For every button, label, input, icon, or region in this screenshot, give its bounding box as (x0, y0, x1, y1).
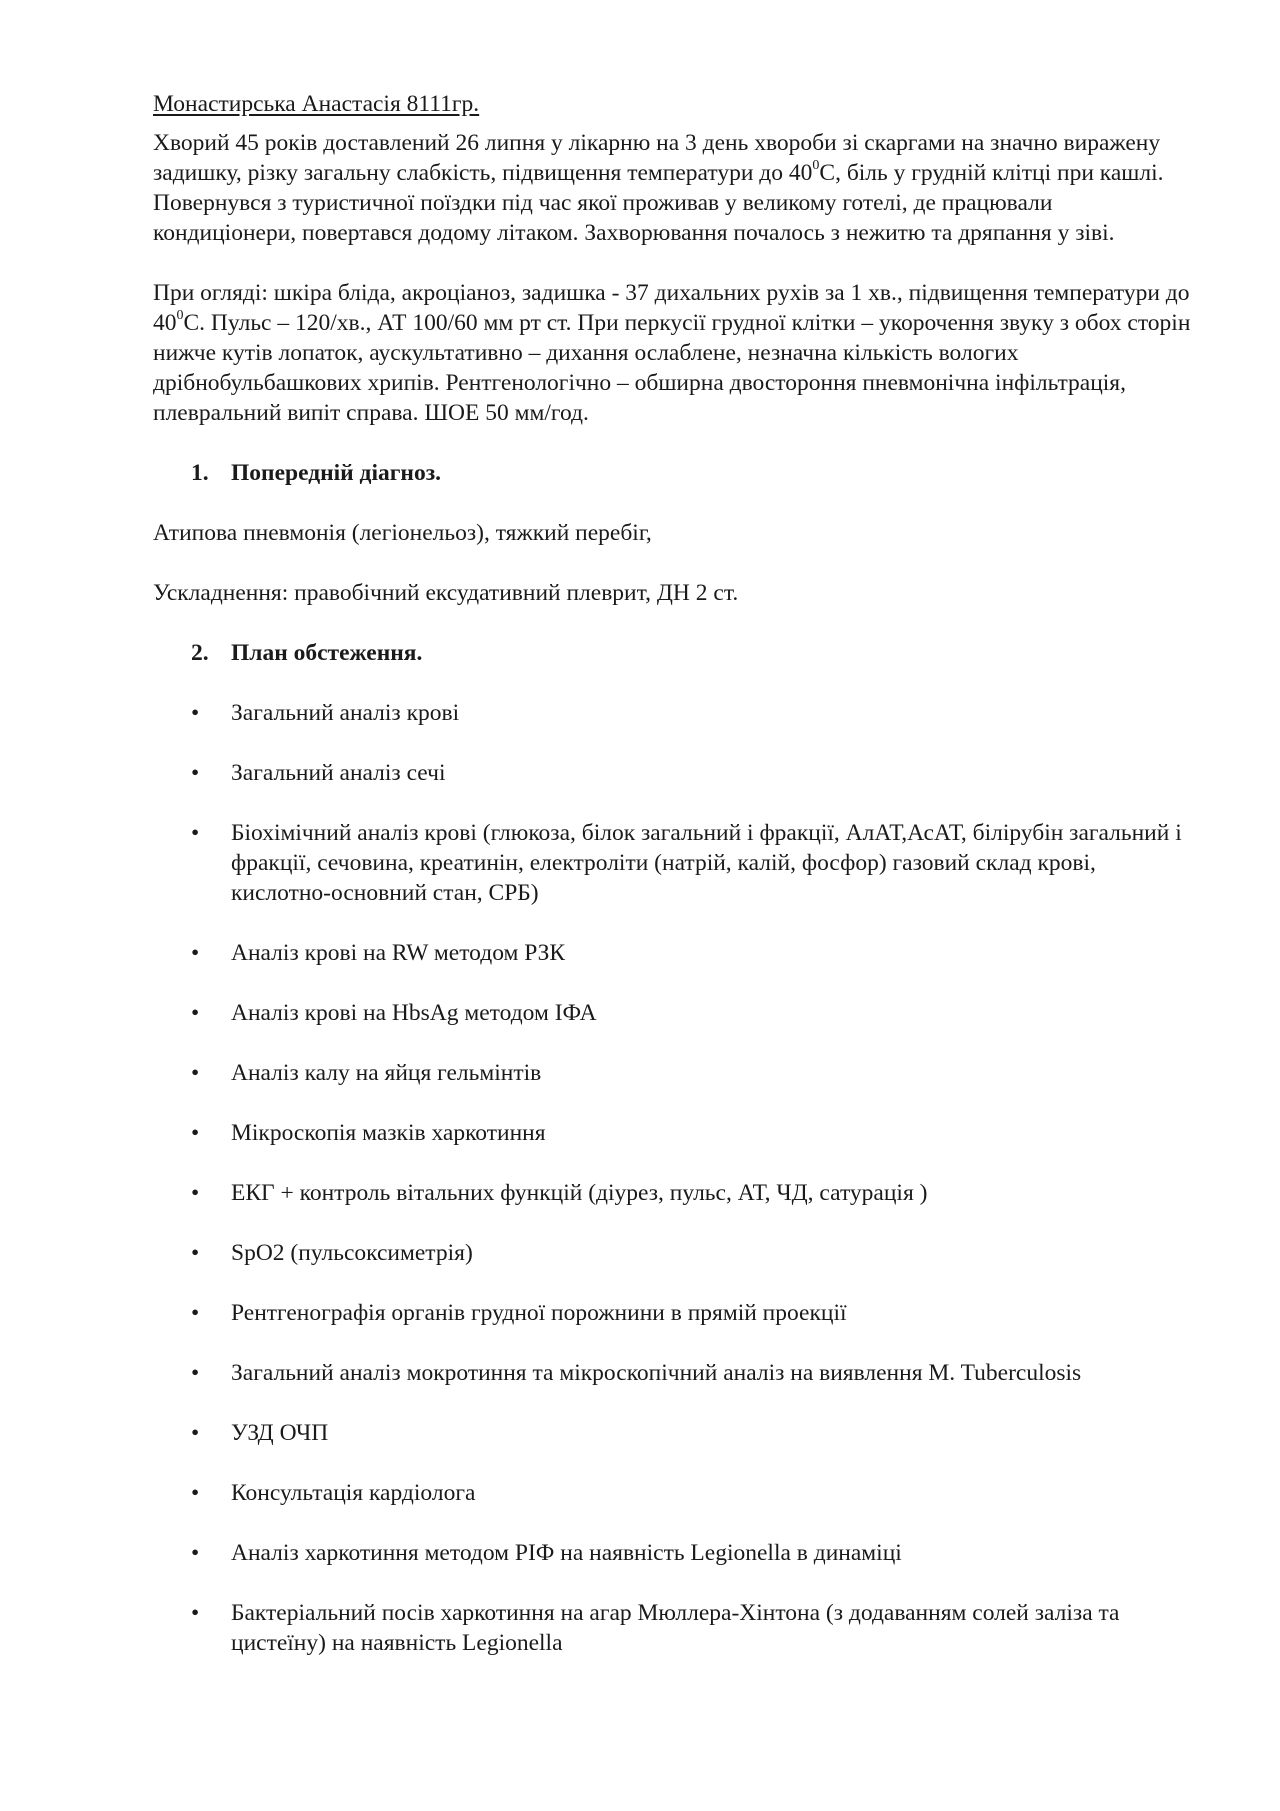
list-item (153, 698, 1198, 728)
list-item-text: УЗД ОЧП (231, 1420, 329, 1446)
bullet-icon: • (191, 760, 200, 786)
list-item-text: ЕКГ + контроль вітальних функцій (діурез, пульс, АТ, ЧД, сатурація ) (231, 1180, 928, 1206)
bullet-icon: • (191, 940, 200, 966)
list-item (153, 1178, 1198, 1208)
section-number: 1. (191, 460, 209, 486)
bullet-icon: • (191, 1360, 200, 1386)
complaints-text-rest: С, біль у грудній клітці при кашлі. Повернувся з туристичної поїздки під час якої проживав у великому готелі, де працювали кондиціонери, повертався додому літаком. Захворювання почалось з нежитю та дряпання у зіві. (153, 160, 1164, 246)
list-item (153, 818, 1198, 908)
spacer (153, 428, 1198, 458)
bullet-icon: • (191, 1540, 200, 1566)
bullet-icon: • (191, 1000, 200, 1026)
list-item-text: Рентгенографія органів грудної порожнини в прямій проекції (231, 1300, 847, 1326)
list-item (153, 1058, 1198, 1088)
spacer (153, 548, 1198, 578)
list-item-text: Аналіз харкотиння методом РІФ на наявність Legionella в динаміці (231, 1540, 902, 1566)
list-item-text: Аналіз крові на RW методом РЗК (231, 940, 566, 966)
spacer (153, 248, 1198, 278)
section-heading-diagnosis (153, 458, 1198, 488)
list-item (153, 1298, 1198, 1328)
spacer (153, 488, 1198, 518)
bullet-icon: • (191, 700, 200, 726)
list-item-text: SpO2 (пульсоксиметрія) (231, 1240, 473, 1266)
list-item (153, 1118, 1198, 1148)
list-item-text: Консультація кардіолога (231, 1480, 476, 1506)
complaints-paragraph (153, 128, 1198, 248)
list-item (153, 758, 1198, 788)
bullet-icon: • (191, 1420, 200, 1446)
complications-line: Ускладнення: правобічний ексудативний плеврит, ДН 2 ст. (153, 580, 739, 606)
degree-superscript: 0 (176, 308, 184, 324)
list-item (153, 1538, 1198, 1568)
list-item-text: Загальний аналіз сечі (231, 760, 446, 786)
section-title: План обстеження. (231, 640, 423, 666)
exam-text: При огляді: шкіра бліда, акроціаноз, задишка - 37 дихальних рухів за 1 хв., підвищення температури до 40 (153, 280, 1190, 336)
list-item (153, 1478, 1198, 1508)
document-title: Монастирська Анастасія 8111гр. (153, 91, 480, 117)
list-item (153, 1358, 1198, 1388)
section-title: Попередній діагноз. (231, 460, 442, 486)
exam-text-rest: С. Пульс – 120/хв., АТ 100/60 мм рт ст. При перкусії грудної клітки – укорочення звуку з обох сторін нижче кутів лопаток, аускультативно – дихання ослаблене, незначна кількість вологих дрібнобульбашкових хрипів. Рентгенологічно – обширна двостороння пневмонічна інфільтрація, плевральний випіт справа. ШОЕ 50 мм/год. (153, 310, 1191, 426)
list-item-text: Мікроскопія мазків харкотиння (231, 1120, 546, 1146)
bullet-icon: • (191, 1300, 200, 1326)
spacer (153, 668, 1198, 698)
list-item (153, 998, 1198, 1028)
list-item-text: Загальний аналіз мокротиння та мікроскопічний аналіз на виявлення M. Tuberculosis (231, 1360, 1082, 1386)
section-number: 2. (191, 640, 209, 666)
section-heading-plan (153, 638, 1198, 668)
spacer (153, 608, 1198, 638)
bullet-icon: • (191, 1480, 200, 1506)
bullet-icon: • (191, 820, 200, 846)
exam-paragraph (153, 278, 1198, 428)
examination-plan-list (153, 698, 1198, 1658)
bullet-icon: • (191, 1180, 200, 1206)
complaints-text: Хворий 45 років доставлений 26 липня у лікарню на 3 день хвороби зі скаргами на значно виражену задишку, різку загальну слабкість, підвищення температури до 40 (153, 130, 1161, 186)
list-item (153, 1238, 1198, 1268)
list-item (153, 1418, 1198, 1448)
bullet-icon: • (191, 1600, 200, 1626)
document-page (153, 89, 1198, 1688)
list-item-text: Загальний аналіз крові (231, 700, 460, 726)
bullet-icon: • (191, 1120, 200, 1146)
list-item (153, 1598, 1198, 1658)
degree-superscript: 0 (812, 158, 820, 174)
list-item (153, 938, 1198, 968)
diagnosis-line: Атипова пневмонія (легіонельоз), тяжкий перебіг, (153, 520, 652, 546)
list-item-text: Біохімічний аналіз крові (глюкоза, білок загальний і фракції, АлАТ,АсАТ, білірубін загальний і фракції, сечовина, креатинін, електроліти (натрій, калій, фосфор) газовий склад крові, кислотно-основний стан, СРБ) (231, 820, 1182, 906)
list-item-text: Аналіз калу на яйця гельмінтів (231, 1060, 542, 1086)
list-item-text: Бактеріальний посів харкотиння на агар Мюллера-Хінтона (з додаванням солей заліза та цистеїну) на наявність Legionella (231, 1600, 1120, 1656)
bullet-icon: • (191, 1060, 200, 1086)
list-item-text: Аналіз крові на HbsAg методом ІФА (231, 1000, 597, 1026)
bullet-icon: • (191, 1240, 200, 1266)
